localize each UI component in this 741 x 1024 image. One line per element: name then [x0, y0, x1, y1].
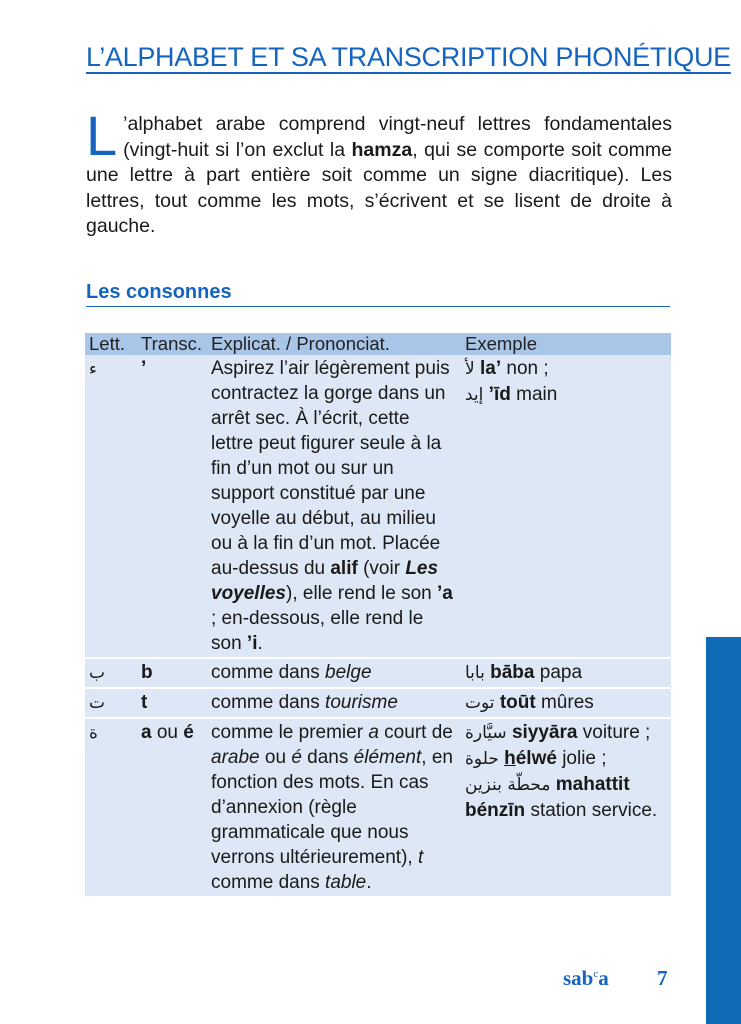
side-tab: [706, 637, 741, 1024]
transcription: a ou é: [137, 718, 207, 896]
header-explanation: Explicat. / Prononciat.: [207, 333, 461, 355]
header-example: Exemple: [461, 333, 671, 355]
drop-cap: L: [86, 104, 118, 167]
transcription: t: [137, 688, 207, 718]
table-row: [85, 718, 671, 896]
example: سيَّارة siyyāra voiture ; حلوة hélwé jolie ; محطّة بنزين mahattit bénzīn station service.: [461, 718, 671, 896]
consonants-table: [85, 333, 671, 896]
table-row: [85, 658, 671, 688]
header-letter: Lett.: [85, 333, 137, 355]
page-number: 7: [657, 966, 668, 990]
arabic-letter: ة: [89, 723, 98, 743]
example: بابا bāba papa: [461, 658, 671, 688]
transcription: ’: [137, 355, 207, 658]
table-row: [85, 688, 671, 718]
hamza-term: hamza: [351, 138, 413, 161]
explanation: comme dans tourisme: [207, 688, 461, 718]
explanation: Aspirez l’air légèrement puis contractez la gorge dans un arrêt sec. À l’écrit, cette lettre peut figurer seule à la fin d’un mot ou sur un support constitué par une voyelle au début, au milieu ou à la fin d’un mot. Placée au-dessus du alif (voir Les voyelles), elle rend le son ’a ; en-dessous, elle rend le son ’i.: [207, 355, 461, 658]
arabic-letter: ء: [89, 359, 97, 379]
page-title: L’ALPHABET ET SA TRANSCRIPTION PHONÉTIQUE: [86, 42, 731, 72]
table-row: [85, 355, 671, 658]
intro-paragraph: L ’alphabet arabe comprend vingt-neuf lettres fondamentales (vingt-huit si l’on exclut la hamza, qui se comporte soit comme une lettre à part entière soit comme un signe diacritique). Les lettres, tout comme les mots, s’écrivent et se lisent de droite à gauche.: [86, 104, 672, 237]
example: توت toūt mûres: [461, 688, 671, 718]
arabic-letter: ب: [89, 663, 106, 683]
header-transcription: Transc.: [137, 333, 207, 355]
footer-label: sab$^c$a: [563, 966, 609, 990]
explanation: comme dans belge: [207, 658, 461, 688]
arabic-letter: ت: [89, 693, 106, 713]
section-title: Les consonnes: [86, 281, 670, 307]
transcription: b: [137, 658, 207, 688]
explanation: comme le premier a court de arabe ou é dans élément, en fonction des mots. En cas d’annexion (règle grammaticale que nous verrons ultérieurement), t comme dans table.: [207, 718, 461, 896]
table-header-row: [85, 333, 671, 355]
example: لأ la’ non ; إيد ’īd main: [461, 355, 671, 658]
